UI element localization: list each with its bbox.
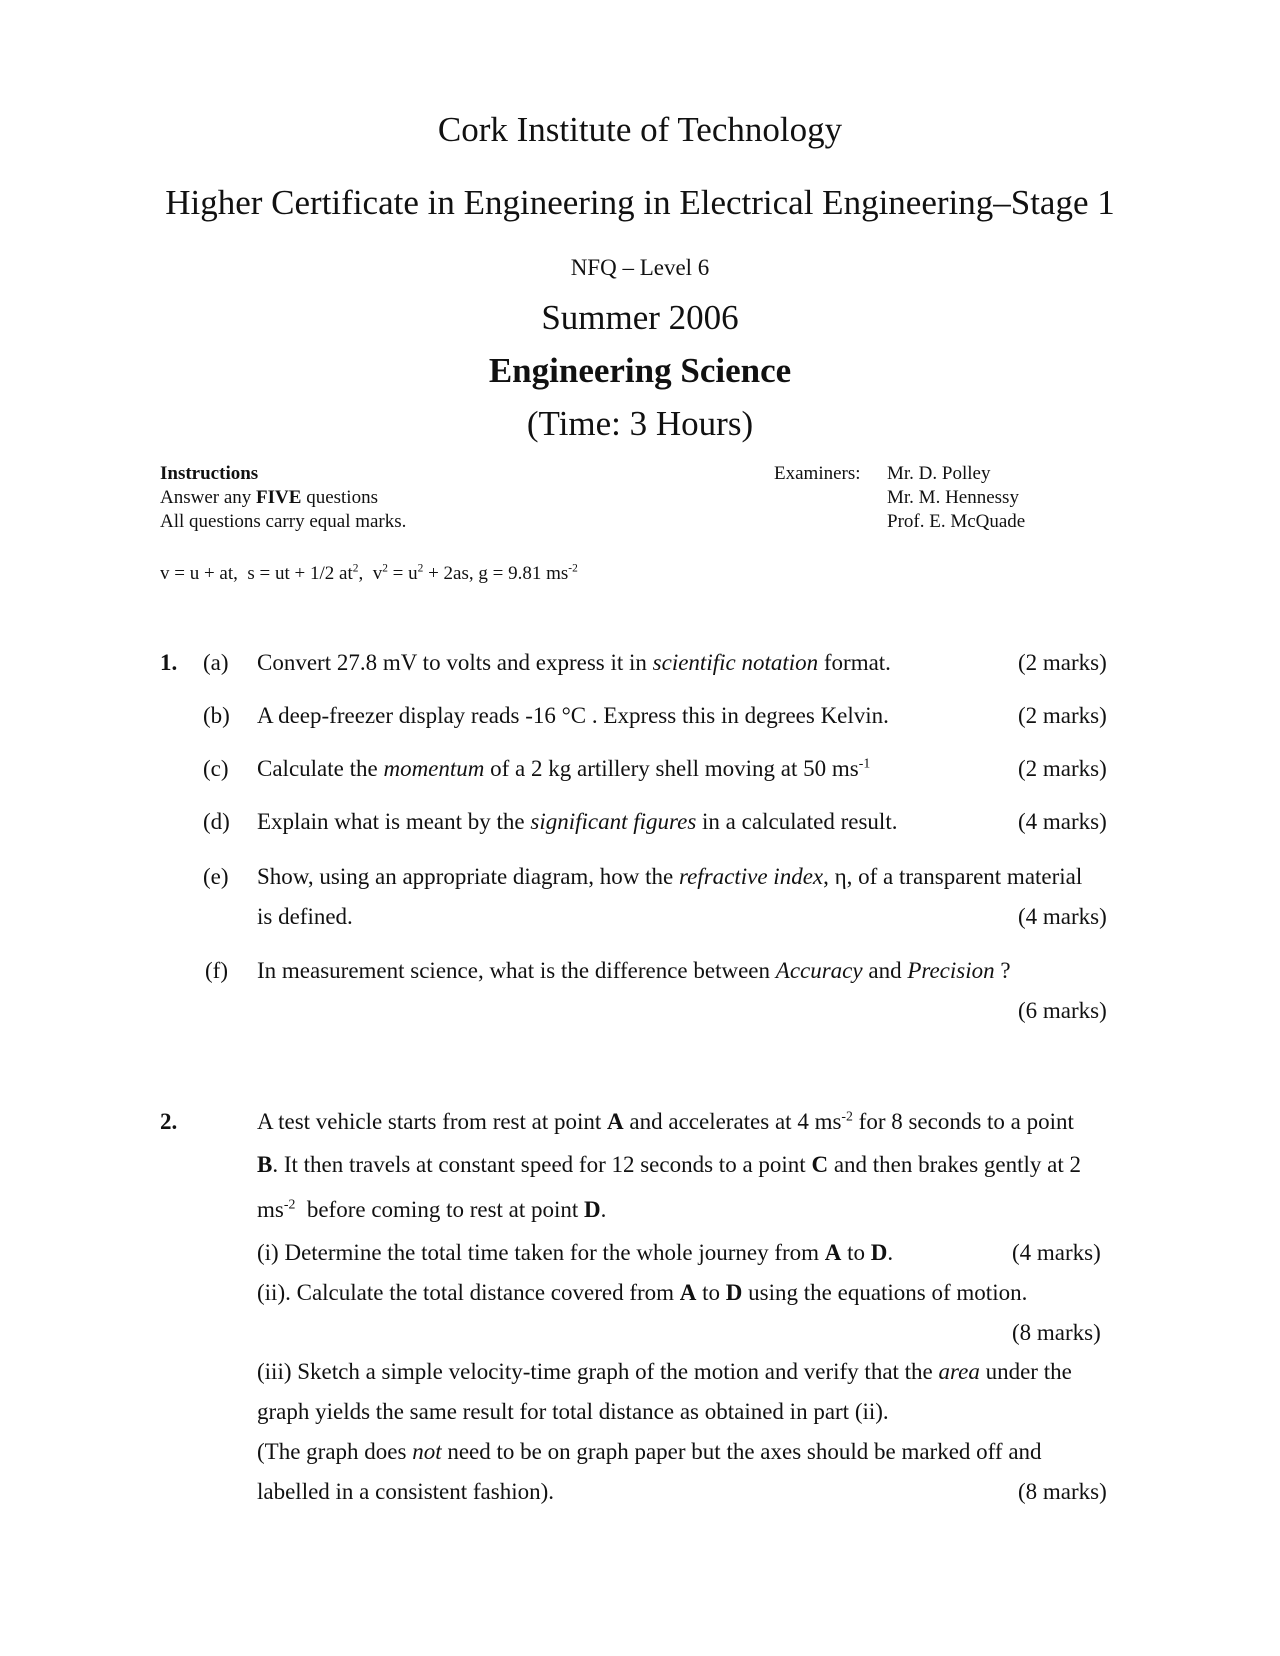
- formula-sup: 2: [417, 562, 424, 575]
- nfq-level: NFQ – Level 6: [570, 255, 710, 280]
- q1-e-marks: (4 marks): [1018, 904, 1107, 929]
- q2-line-2: [257, 1152, 1081, 1178]
- question-2-number: 2.: [160, 1109, 178, 1134]
- exam-duration: (Time: 3 Hours): [526, 404, 754, 443]
- instructions-block: [160, 462, 406, 534]
- q2-part-ii-marks: (8 marks): [1012, 1320, 1101, 1345]
- q-text: A test vehicle starts from rest at point: [257, 1109, 608, 1134]
- q-bold: D: [870, 1240, 888, 1265]
- q-emphasis: refractive index: [679, 864, 824, 889]
- formula-3: = u: [387, 563, 418, 584]
- q-bold: D: [584, 1197, 601, 1222]
- formula-line: [160, 562, 578, 586]
- q-superscript: -1: [858, 755, 871, 771]
- q2-line-3: [257, 1197, 606, 1223]
- q2-part-iii-line-3: [257, 1439, 1042, 1465]
- q-bold: A: [607, 1109, 624, 1134]
- exam-session: Summer 2006: [541, 298, 739, 337]
- q2-part-ii: [257, 1280, 1027, 1306]
- q-text: of a 2 kg artillery shell moving at 50 ms: [484, 756, 859, 781]
- formula-3: + 2as, g = 9.81 ms: [423, 563, 569, 584]
- q-text: to: [696, 1280, 726, 1305]
- q-text: for 8 seconds to a point: [852, 1109, 1074, 1134]
- instr-text: Answer any: [160, 487, 257, 508]
- instr-bold: FIVE: [256, 487, 302, 508]
- q-text: and: [862, 958, 908, 983]
- q-bold: B: [257, 1152, 273, 1177]
- q-text: under the: [979, 1359, 1072, 1384]
- q1-b-text: A deep-freezer display reads -16 °C . Express this in degrees Kelvin.: [257, 703, 889, 728]
- q-text: using the equations of motion.: [742, 1280, 1028, 1305]
- q-text: and accelerates at 4 ms: [623, 1109, 842, 1134]
- q-text: Show, using an appropriate diagram, how the: [257, 864, 679, 889]
- q1-f-label: (f): [205, 958, 228, 983]
- institute-title: Cork Institute of Technology: [437, 110, 843, 149]
- q-emphasis: not: [412, 1439, 442, 1464]
- q1-c-marks: (2 marks): [1018, 756, 1107, 781]
- q-bold: A: [679, 1280, 697, 1305]
- q-text: , η, of a transparent material: [823, 864, 1083, 889]
- q-text: format.: [818, 650, 891, 675]
- instructions-line-2: All questions carry equal marks.: [160, 511, 407, 532]
- subject-title: Engineering Science: [488, 351, 792, 390]
- q-text: in a calculated result.: [696, 809, 898, 834]
- q2-part-iii: [257, 1359, 1072, 1385]
- formula-sup: -2: [568, 562, 578, 575]
- instructions-line-1: [160, 486, 406, 510]
- q2-part-iii-marks: (8 marks): [1018, 1479, 1107, 1504]
- q1-f-text: [257, 958, 1011, 984]
- q-text: need to be on graph paper but the axes should be marked off and: [441, 1439, 1042, 1464]
- q-text: Explain what is meant by the: [257, 809, 531, 834]
- q1-d-label: (d): [203, 809, 230, 834]
- examiners-list: [887, 462, 1025, 534]
- q-emphasis: momentum: [383, 756, 485, 781]
- instructions-heading: Instructions: [160, 463, 259, 484]
- q1-b-label: (b): [203, 703, 230, 728]
- q1-a-label: (a): [203, 650, 229, 675]
- q-text: and then brakes gently at 2: [828, 1152, 1081, 1177]
- q-text: (i) Determine the total time taken for the whole journey from: [257, 1240, 825, 1265]
- q-text: (The graph does: [257, 1439, 413, 1464]
- q-bold: D: [725, 1280, 743, 1305]
- q2-part-iii-line-4: labelled in a consistent fashion).: [257, 1479, 555, 1504]
- q-text: to: [841, 1240, 871, 1265]
- q1-e-text-line-2: is defined.: [257, 904, 353, 929]
- formula-3: v: [372, 563, 383, 584]
- q-bold: A: [824, 1240, 842, 1265]
- q-emphasis: Accuracy: [775, 958, 863, 983]
- programme-title: Higher Certificate in Engineering in Electrical Engineering–Stage 1: [165, 183, 1115, 222]
- q2-line-1: [257, 1109, 1074, 1135]
- examiners-label: Examiners:: [774, 463, 861, 484]
- q-emphasis: significant figures: [530, 809, 697, 834]
- q-emphasis: Precision: [907, 958, 995, 983]
- q2-part-i: [257, 1240, 893, 1266]
- q-text: Convert 27.8 mV to volts and express it in: [257, 650, 653, 675]
- formula-sup: 2: [382, 562, 388, 575]
- q-superscript: -2: [841, 1108, 853, 1124]
- formula-comma: ,: [358, 563, 364, 584]
- q-text: (iii) Sketch a simple velocity-time graph of the motion and verify that the: [257, 1359, 939, 1384]
- q2-part-iii-line-2: graph yields the same result for total distance as obtained in part (ii).: [257, 1399, 889, 1424]
- q-emphasis: scientific notation: [652, 650, 819, 675]
- q-text: ?: [994, 958, 1011, 983]
- q-text: .: [887, 1240, 894, 1265]
- q-text: before coming to rest at point: [295, 1197, 585, 1222]
- examiner-name: Mr. M. Hennessy: [887, 487, 1019, 508]
- q-superscript: -2: [283, 1196, 296, 1212]
- q1-d-marks: (4 marks): [1018, 809, 1107, 834]
- q1-a-marks: (2 marks): [1018, 650, 1107, 675]
- q1-e-text: [257, 864, 1082, 890]
- examiner-name: Prof. E. McQuade: [887, 511, 1026, 532]
- q-text: . It then travels at constant speed for 12 seconds to a point: [272, 1152, 812, 1177]
- formula-sup: 2: [352, 562, 359, 575]
- q1-f-marks: (6 marks): [1018, 998, 1107, 1023]
- q2-part-i-marks: (4 marks): [1012, 1240, 1101, 1265]
- q-text: .: [600, 1197, 607, 1222]
- instr-text: questions: [301, 487, 378, 508]
- q1-c-text: [257, 756, 870, 782]
- q-bold: C: [811, 1152, 829, 1177]
- formula-1: v = u + at,: [160, 563, 238, 584]
- q-text: ms: [257, 1197, 284, 1222]
- q1-d-text: [257, 809, 897, 835]
- q1-c-label: (c): [203, 756, 229, 781]
- q-text: (ii). Calculate the total distance covered from: [257, 1280, 680, 1305]
- question-1-number: 1.: [160, 650, 178, 675]
- q1-e-label: (e): [203, 864, 229, 889]
- examiner-name: Mr. D. Polley: [887, 463, 991, 484]
- q1-b-marks: (2 marks): [1018, 703, 1107, 728]
- q-text: In measurement science, what is the difference between: [257, 958, 776, 983]
- formula-2: s = ut + 1/2 at: [247, 563, 353, 584]
- q-emphasis: area: [938, 1359, 980, 1384]
- q1-a-text: [257, 650, 891, 676]
- q-text: Calculate the: [257, 756, 384, 781]
